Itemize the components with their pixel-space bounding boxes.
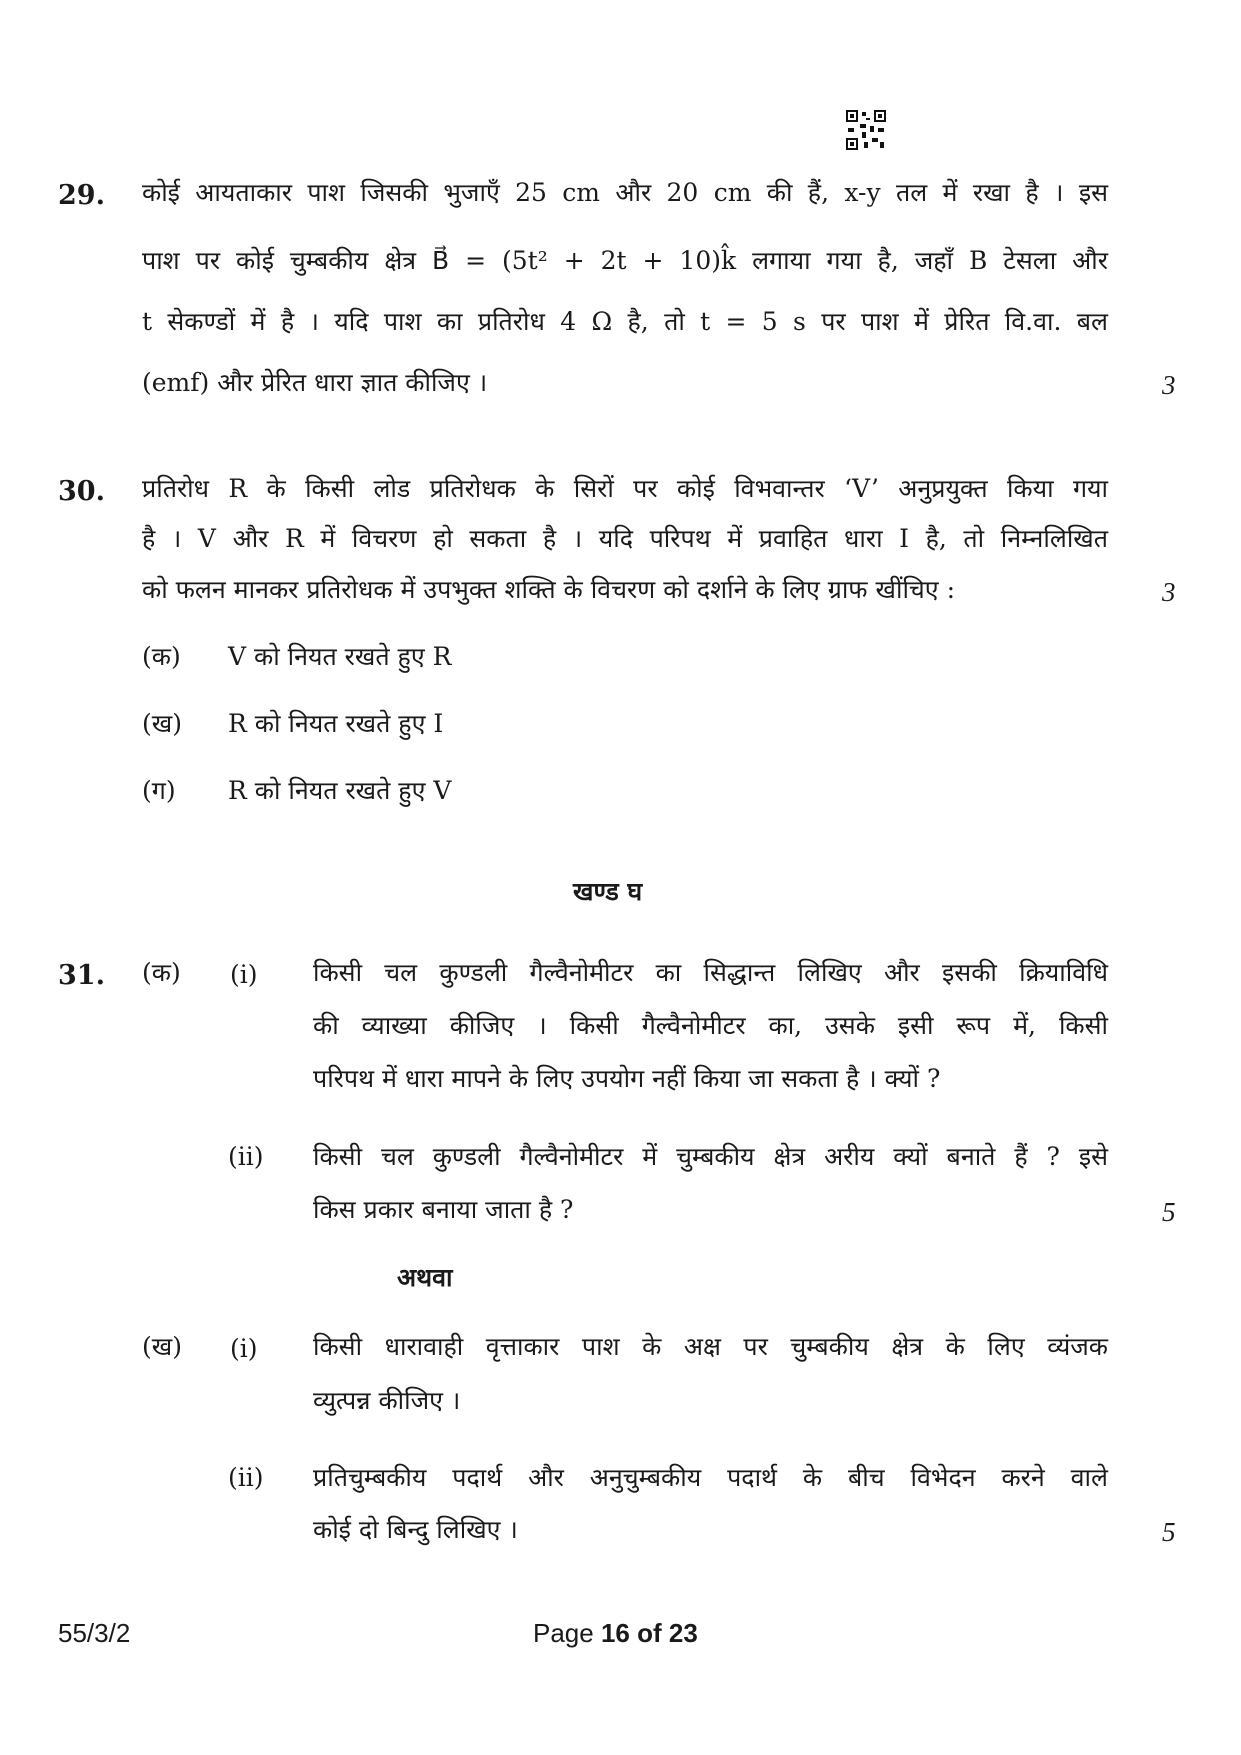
q31-a-i-line-1: किसी चल कुण्डली गैल्वैनोमीटर का सिद्धान्त लिखिए और इसकी क्रियाविधि <box>313 958 1108 987</box>
q30-option-label-1: (क) <box>142 642 181 671</box>
section-heading: खण्ड घ <box>573 877 643 906</box>
q29-line-2: पाश पर कोई चुम्बकीय क्षेत्र B⃗ = (5t² + 2t + 10)k̂ लगाया गया है, जहाँ B टेसला और <box>142 246 1108 275</box>
page-word: Page <box>533 1618 594 1648</box>
q31-b-ii-line-1: प्रतिचुम्बकीय पदार्थ और अनुचुम्बकीय पदार्थ के बीच विभेदन करने वाले <box>313 1463 1108 1492</box>
q31-b-i-line-1: किसी धारावाही वृत्ताकार पाश के अक्ष पर चुम्बकीय क्षेत्र के लिए व्यंजक <box>313 1332 1108 1361</box>
q31-marks-a: 5 <box>1162 1197 1176 1227</box>
q30-option-label-2: (ख) <box>142 709 182 738</box>
question-number-29: 29. <box>58 180 105 211</box>
q29-line-4: (emf) और प्रेरित धारा ज्ञात कीजिए । <box>142 368 488 397</box>
q30-line-1: प्रतिरोध R के किसी लोड प्रतिरोधक के सिरों पर कोई विभवान्तर ‘V’ अनुप्रयुक्त किया गया <box>142 474 1108 503</box>
or-separator: अथवा <box>397 1263 453 1292</box>
q31-a-ii-line-1: किसी चल कुण्डली गैल्वैनोमीटर में चुम्बकीय क्षेत्र अरीय क्यों बनाते हैं ? इसे <box>313 1142 1108 1171</box>
q30-option-text-2: R को नियत रखते हुए I <box>228 709 444 738</box>
q30-line-2: है । V और R में विचरण हो सकता है । यदि परिपथ में प्रवाहित धारा I है, तो निम्नलिखित <box>142 524 1108 553</box>
paper-code: 55/3/2 <box>58 1618 131 1648</box>
q31-marks-b: 5 <box>1162 1517 1176 1547</box>
q30-option-text-1: V को नियत रखते हुए R <box>228 642 452 671</box>
q31-part-b-label: (ख) <box>142 1332 182 1361</box>
q31-a-i-line-3: परिपथ में धारा मापने के लिए उपयोग नहीं किया जा सकता है । क्यों ? <box>313 1064 941 1093</box>
q31-b-ii-line-2: कोई दो बिन्दु लिखिए । <box>313 1515 518 1544</box>
q31-b-ii-label: (ii) <box>228 1463 264 1492</box>
q29-line-1: कोई आयताकार पाश जिसकी भुजाएँ 25 cm और 20 cm की हैं, x-y तल में रखा है । इस <box>142 178 1108 207</box>
q29-line-3: t सेकण्डों में है । यदि पाश का प्रतिरोध 4 Ω है, तो t = 5 s पर पाश में प्रेरित वि.वा. बल <box>142 307 1108 336</box>
q30-option-text-3: R को नियत रखते हुए V <box>228 776 452 805</box>
q30-option-label-3: (ग) <box>142 776 176 805</box>
of-word: of <box>637 1618 662 1648</box>
q31-b-i-line-2: व्युत्पन्न कीजिए । <box>313 1386 461 1415</box>
question-number-30: 30. <box>58 476 105 507</box>
q30-marks: 3 <box>1162 577 1176 607</box>
page-indicator <box>533 1618 698 1649</box>
page-total: 23 <box>668 1618 698 1648</box>
q31-a-i-line-2: की व्याख्या कीजिए । किसी गैल्वैनोमीटर का, उसके इसी रूप में, किसी <box>313 1011 1108 1040</box>
q30-line-3: को फलन मानकर प्रतिरोधक में उपभुक्त शक्ति के विचरण को दर्शाने के लिए ग्राफ खींचिए : <box>142 575 956 604</box>
qr-code-icon <box>846 110 886 150</box>
question-number-31: 31. <box>58 960 105 991</box>
q31-a-ii-line-2: किस प्रकार बनाया जाता है ? <box>313 1195 574 1224</box>
q31-a-i-label: (i) <box>230 960 258 989</box>
q29-marks: 3 <box>1162 370 1176 400</box>
q31-a-ii-label: (ii) <box>228 1142 264 1171</box>
page-current: 16 <box>600 1618 630 1648</box>
q31-b-i-label: (i) <box>230 1334 258 1363</box>
q31-part-a-label: (क) <box>142 958 181 987</box>
